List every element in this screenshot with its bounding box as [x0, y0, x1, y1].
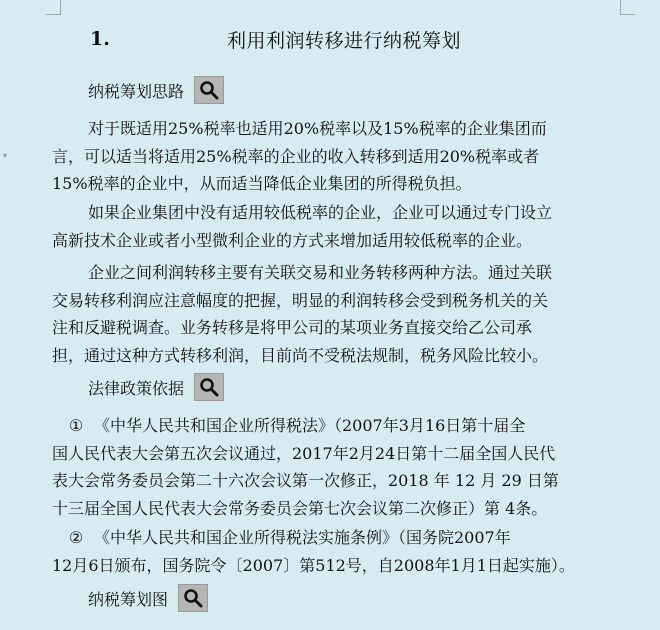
idea-label-row [88, 76, 224, 104]
idea-search-button[interactable] [194, 76, 224, 104]
paragraph-line: 言，可以适当将适用25%税率的企业的收入转移到适用20%税率或者 [52, 146, 540, 166]
law-marker: ① [68, 416, 84, 435]
section-heading [90, 26, 630, 56]
paragraph-line: 如果企业集团中没有适用较低税率的企业，企业可以通过专门设立 [88, 203, 553, 222]
diagram-label: 纳税筹划图 [88, 589, 169, 609]
law-line [52, 412, 612, 440]
law-line: 12月6日颁布，国务院令〔2007〕第512号，自2008年1月1日起实施）。 [52, 555, 575, 575]
paragraph-line: 交易转移利润应注意幅度的把握，明显的利润转移会受到税务机关的关 [52, 290, 549, 310]
page-corner-mark [46, 0, 61, 15]
law-search-button[interactable] [194, 373, 224, 401]
law-item-2 [52, 524, 612, 579]
margin-marker: ▾ [3, 151, 8, 160]
law-line: 表大会常务委员会第二十六次会议第一次修正，2018 年 12 月 29 日第 [52, 471, 559, 490]
paragraph-line: 对于既适用25%税率也适用20%税率以及15%税率的企业集团而 [88, 119, 547, 138]
heading-title: 利用利润转移进行纳税筹划 [227, 30, 462, 52]
paragraph-line: 担，通过这种方式转移利润，目前尚不受税法规制，税务风险比较小。 [52, 345, 549, 365]
paragraph-3 [52, 259, 612, 369]
law-line [52, 524, 612, 552]
law-line: 国人民代表大会第五次会议通过，2017年2月24日第十二届全国人民代 [52, 443, 556, 463]
paragraph-2 [52, 199, 612, 254]
paragraph-line: 企业之间利润转移主要有关联交易和业务转移两种方法。通过关联 [88, 263, 553, 282]
law-label: 法律政策依据 [88, 378, 185, 398]
heading-number: 1. [90, 28, 110, 50]
idea-label: 纳税筹划思路 [88, 81, 185, 101]
search-icon [183, 588, 203, 608]
diagram-search-button[interactable] [178, 584, 208, 612]
paragraph-1 [52, 115, 612, 198]
diagram-label-row [88, 584, 208, 612]
law-text: 《中华人民共和国企业所得税法实施条例》（国务院2007年 [94, 528, 511, 547]
paragraph-line: 15%税率的企业中，从而适当降低企业集团的所得税负担。 [52, 174, 472, 193]
search-icon [199, 377, 219, 397]
law-label-row [88, 373, 224, 401]
page-corner-mark [620, 0, 635, 15]
law-line: 十三届全国人民代表大会常务委员会第七次会议第二次修正）第 4条。 [52, 498, 548, 518]
law-marker: ② [68, 528, 84, 547]
law-text: 《中华人民共和国企业所得税法》（2007年3月16日第十届全 [94, 416, 526, 435]
law-item-1 [52, 412, 612, 522]
paragraph-line: 高新技术企业或者小型微利企业的方式来增加适用较低税率的企业。 [52, 230, 533, 250]
search-icon [199, 80, 219, 100]
paragraph-line: 注和反避税调查。业务转移是将甲公司的某项业务直接交给乙公司承 [52, 318, 533, 337]
